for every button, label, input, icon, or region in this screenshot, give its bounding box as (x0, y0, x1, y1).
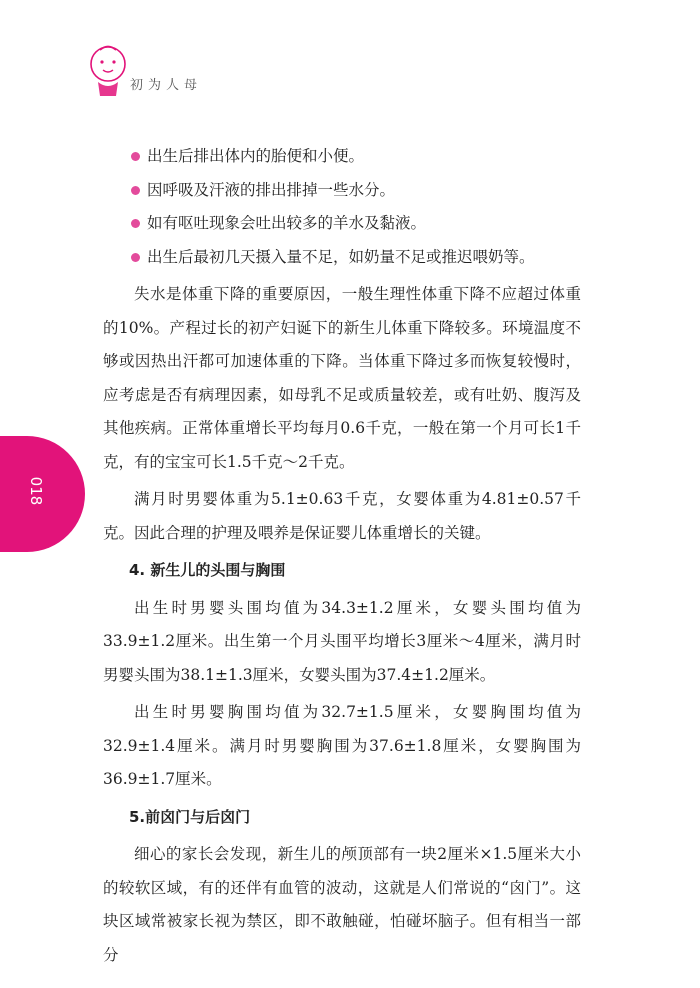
paragraph-weight-loss: 失水是体重下降的重要原因，一般生理性体重下降不应超过体重的10%。产程过长的初产妇诞下的新生儿体重下降较多。环境温度不够或因热出汗都可加速体重的下降。当体重下降过多而恢复较慢时，应考虑是否有病理因素，如母乳不足或质量较差，或有吐奶、腹泻及其他疾病。正常体重增长平均每月0.6千克，一般在第一个月可长1千克，有的宝宝可长1.5千克～2千克。 (103, 285, 581, 471)
page-header (86, 42, 246, 102)
bullet-icon (131, 152, 140, 161)
list-item (131, 241, 581, 275)
list-item-text: 如有呕吐现象会吐出较多的羊水及黏液。 (147, 214, 427, 232)
list-item-text: 出生后排出体内的胎便和小便。 (147, 147, 365, 165)
section-heading-fontanelle: 5.前囟门与后囟门 (129, 807, 251, 826)
body-text (103, 140, 581, 972)
paragraph-full-month-weight: 满月时男婴体重为5.1±0.63千克，女婴体重为4.81±0.57千克。因此合理的护理及喂养是保证婴儿体重增长的关键。 (103, 490, 581, 542)
list-item-text: 因呼吸及汗液的排出排掉一些水分。 (147, 180, 396, 199)
paragraph-head-circumference: 出生时男婴头围均值为34.3±1.2厘米，女婴头围均值为33.9±1.2厘米。出生第一个月头围平均增长3厘米～4厘米，满月时男婴头围为38.1±1.3厘米，女婴头围为37.4±1.2厘米。 (103, 598, 581, 684)
baby-logo-icon (86, 42, 132, 100)
list-item-text: 出生后最初几天摄入量不足，如奶量不足或推迟喂奶等。 (147, 247, 535, 266)
list-item (131, 140, 581, 174)
header-title: 初为人母 (130, 78, 203, 93)
bullet-icon (131, 219, 140, 228)
paragraph-chest-circumference: 出生时男婴胸围均值为32.7±1.5厘米，女婴胸围均值为32.9±1.4厘米。满月时男婴胸围为37.6±1.8厘米，女婴胸围为36.9±1.7厘米。 (103, 703, 581, 788)
list-item (131, 207, 581, 241)
section-heading-head-chest: 4. 新生儿的头围与胸围 (129, 561, 286, 579)
list-item (131, 174, 581, 208)
bullet-icon (131, 253, 140, 262)
page-number: 018 (27, 476, 45, 506)
paragraph-fontanelle: 细心的家长会发现，新生儿的颅顶部有一块2厘米×1.5厘米大小的较软区域，有的还伴有血管的波动，这就是人们常说的“囟门”。这块区域常被家长视为禁区，即不敢触碰，怕碰坏脑子。但有相当一部分 (103, 845, 581, 964)
bullet-icon (131, 186, 140, 195)
